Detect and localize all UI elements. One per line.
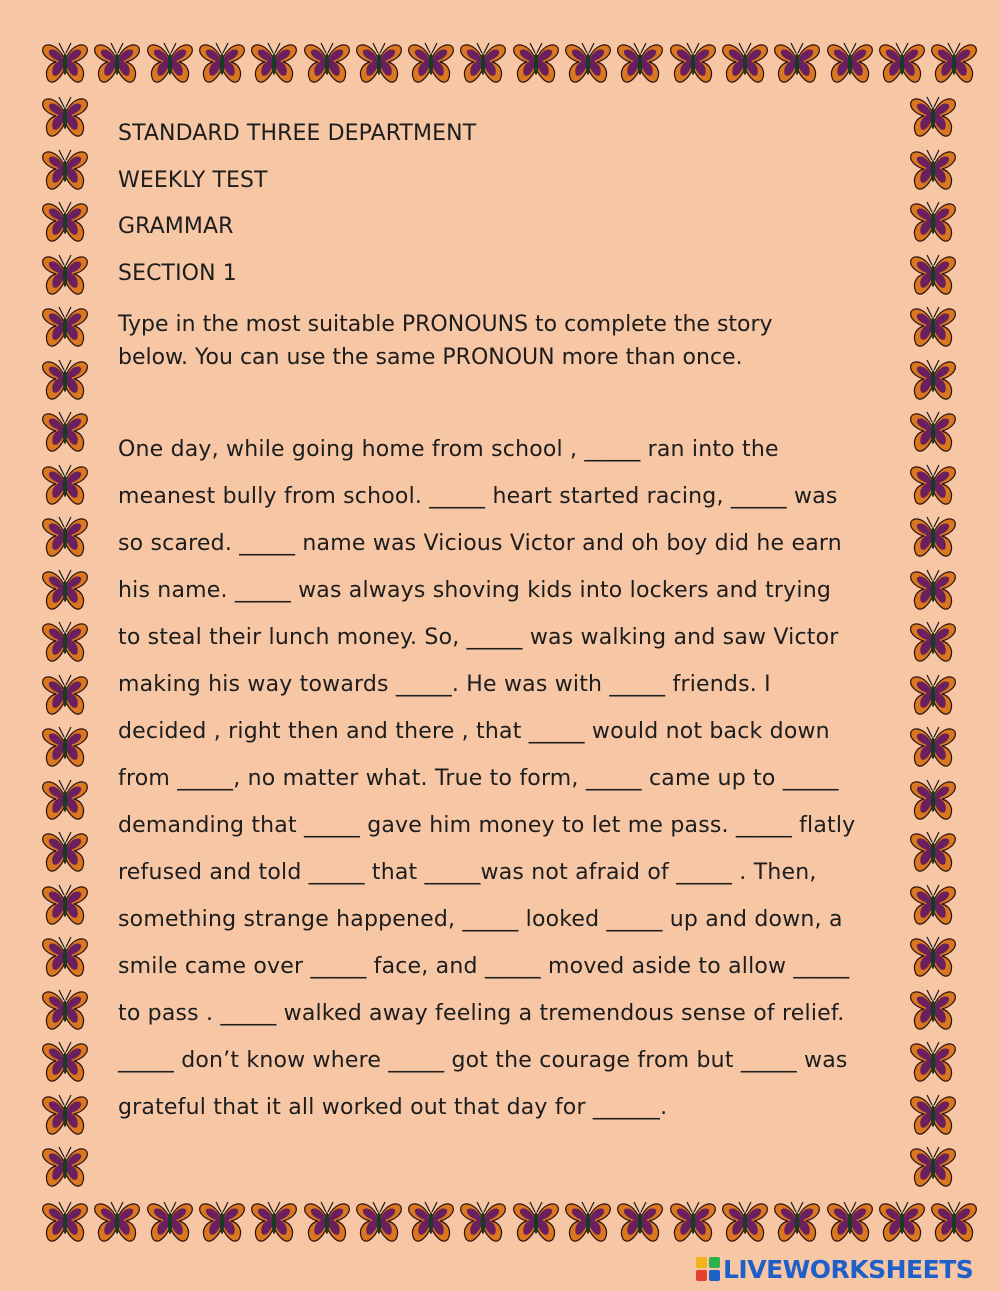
butterfly-icon	[354, 38, 404, 88]
story-line: refused and told _____ that _____was not afraid of _____ . Then,	[118, 860, 817, 885]
butterfly-icon	[40, 460, 90, 510]
butterfly-icon	[908, 827, 958, 877]
butterfly-icon	[458, 38, 508, 88]
butterfly-icon	[511, 1197, 561, 1247]
butterfly-icon	[720, 38, 770, 88]
butterfly-icon	[40, 1090, 90, 1140]
story-line: _____ don’t know where _____ got the courage from but _____ was	[118, 1048, 848, 1073]
butterfly-icon	[40, 1197, 90, 1247]
story-text	[118, 430, 898, 1135]
story-line: from _____, no matter what. True to form, _____ came up to _____	[118, 766, 839, 791]
story-line: meanest bully from school. _____ heart started racing, _____ was	[118, 484, 838, 509]
butterfly-icon	[40, 407, 90, 457]
butterfly-icon	[908, 617, 958, 667]
butterfly-icon	[908, 92, 958, 142]
butterfly-icon	[929, 38, 979, 88]
butterfly-icon	[908, 460, 958, 510]
butterfly-icon	[908, 1142, 958, 1192]
butterfly-icon	[406, 38, 456, 88]
butterfly-icon	[908, 722, 958, 772]
story-line: to steal their lunch money. So, _____ was walking and saw Victor	[118, 625, 839, 650]
butterfly-icon	[720, 1197, 770, 1247]
butterfly-icon	[406, 1197, 456, 1247]
butterfly-icon	[40, 92, 90, 142]
butterfly-icon	[511, 38, 561, 88]
butterfly-icon	[615, 38, 665, 88]
story-line: so scared. _____ name was Vicious Victor and oh boy did he earn	[118, 531, 842, 556]
instructions-line: Type in the most suitable PRONOUNS to complete the story	[118, 312, 773, 337]
butterfly-icon	[354, 1197, 404, 1247]
butterfly-icon	[40, 775, 90, 825]
butterfly-icon	[877, 1197, 927, 1247]
butterfly-icon	[249, 1197, 299, 1247]
story-line: something strange happened, _____ looked _____ up and down, a	[118, 907, 843, 932]
butterfly-icon	[40, 1142, 90, 1192]
butterfly-icon	[772, 1197, 822, 1247]
butterfly-icon	[40, 250, 90, 300]
instructions	[118, 308, 858, 374]
butterfly-icon	[40, 827, 90, 877]
butterfly-icon	[668, 38, 718, 88]
butterfly-icon	[92, 38, 142, 88]
butterfly-icon	[908, 932, 958, 982]
story-line: smile came over _____ face, and _____ moved aside to allow _____	[118, 954, 850, 979]
test-heading: WEEKLY TEST	[118, 168, 268, 193]
story-line: demanding that _____ gave him money to let me pass. _____ flatly	[118, 813, 856, 838]
butterfly-icon	[40, 197, 90, 247]
butterfly-icon	[92, 1197, 142, 1247]
butterfly-icon	[40, 302, 90, 352]
butterfly-icon	[929, 1197, 979, 1247]
butterfly-icon	[908, 407, 958, 457]
butterfly-icon	[908, 1090, 958, 1140]
butterfly-icon	[908, 197, 958, 247]
story-line: making his way towards _____. He was with _____ friends. I	[118, 672, 771, 697]
butterfly-icon	[40, 38, 90, 88]
butterfly-icon	[197, 38, 247, 88]
butterfly-icon	[908, 985, 958, 1035]
logo-text: LIVEWORKSHEETS	[723, 1254, 974, 1284]
butterfly-icon	[302, 38, 352, 88]
butterfly-icon	[40, 985, 90, 1035]
butterfly-icon	[615, 1197, 665, 1247]
butterfly-icon	[908, 565, 958, 615]
butterfly-icon	[145, 38, 195, 88]
butterfly-icon	[40, 617, 90, 667]
butterfly-icon	[40, 670, 90, 720]
instructions-line: below. You can use the same PRONOUN more than once.	[118, 345, 743, 370]
butterfly-icon	[458, 1197, 508, 1247]
butterfly-icon	[40, 145, 90, 195]
butterfly-icon	[302, 1197, 352, 1247]
butterfly-icon	[908, 1037, 958, 1087]
story-line: grateful that it all worked out that day for ______.	[118, 1095, 668, 1120]
butterfly-icon	[563, 38, 613, 88]
butterfly-icon	[908, 775, 958, 825]
butterfly-icon	[908, 670, 958, 720]
butterfly-icon	[40, 1037, 90, 1087]
butterfly-icon	[668, 1197, 718, 1247]
department-heading: STANDARD THREE DEPARTMENT	[118, 121, 477, 146]
butterfly-icon	[825, 1197, 875, 1247]
butterfly-icon	[40, 932, 90, 982]
subject-heading: GRAMMAR	[118, 214, 234, 239]
story-line: One day, while going home from school , _____ ran into the	[118, 437, 779, 462]
story-line: decided , right then and there , that _____ would not back down	[118, 719, 830, 744]
butterfly-icon	[908, 250, 958, 300]
butterfly-icon	[197, 1197, 247, 1247]
butterfly-icon	[563, 1197, 613, 1247]
butterfly-icon	[908, 355, 958, 405]
liveworksheets-logo[interactable]	[696, 1252, 973, 1286]
butterfly-icon	[908, 302, 958, 352]
butterfly-icon	[40, 565, 90, 615]
butterfly-icon	[40, 355, 90, 405]
butterfly-icon	[908, 145, 958, 195]
story-line: his name. _____ was always shoving kids into lockers and trying	[118, 578, 832, 603]
butterfly-icon	[40, 512, 90, 562]
butterfly-icon	[908, 880, 958, 930]
butterfly-icon	[908, 512, 958, 562]
story-line: to pass . _____ walked away feeling a tremendous sense of relief.	[118, 1001, 845, 1026]
section-heading: SECTION 1	[118, 261, 237, 286]
butterfly-icon	[877, 38, 927, 88]
butterfly-icon	[772, 38, 822, 88]
butterfly-icon	[249, 38, 299, 88]
butterfly-icon	[145, 1197, 195, 1247]
butterfly-icon	[40, 880, 90, 930]
liveworksheets-logo-icon	[696, 1257, 720, 1281]
butterfly-icon	[40, 722, 90, 772]
butterfly-icon	[825, 38, 875, 88]
